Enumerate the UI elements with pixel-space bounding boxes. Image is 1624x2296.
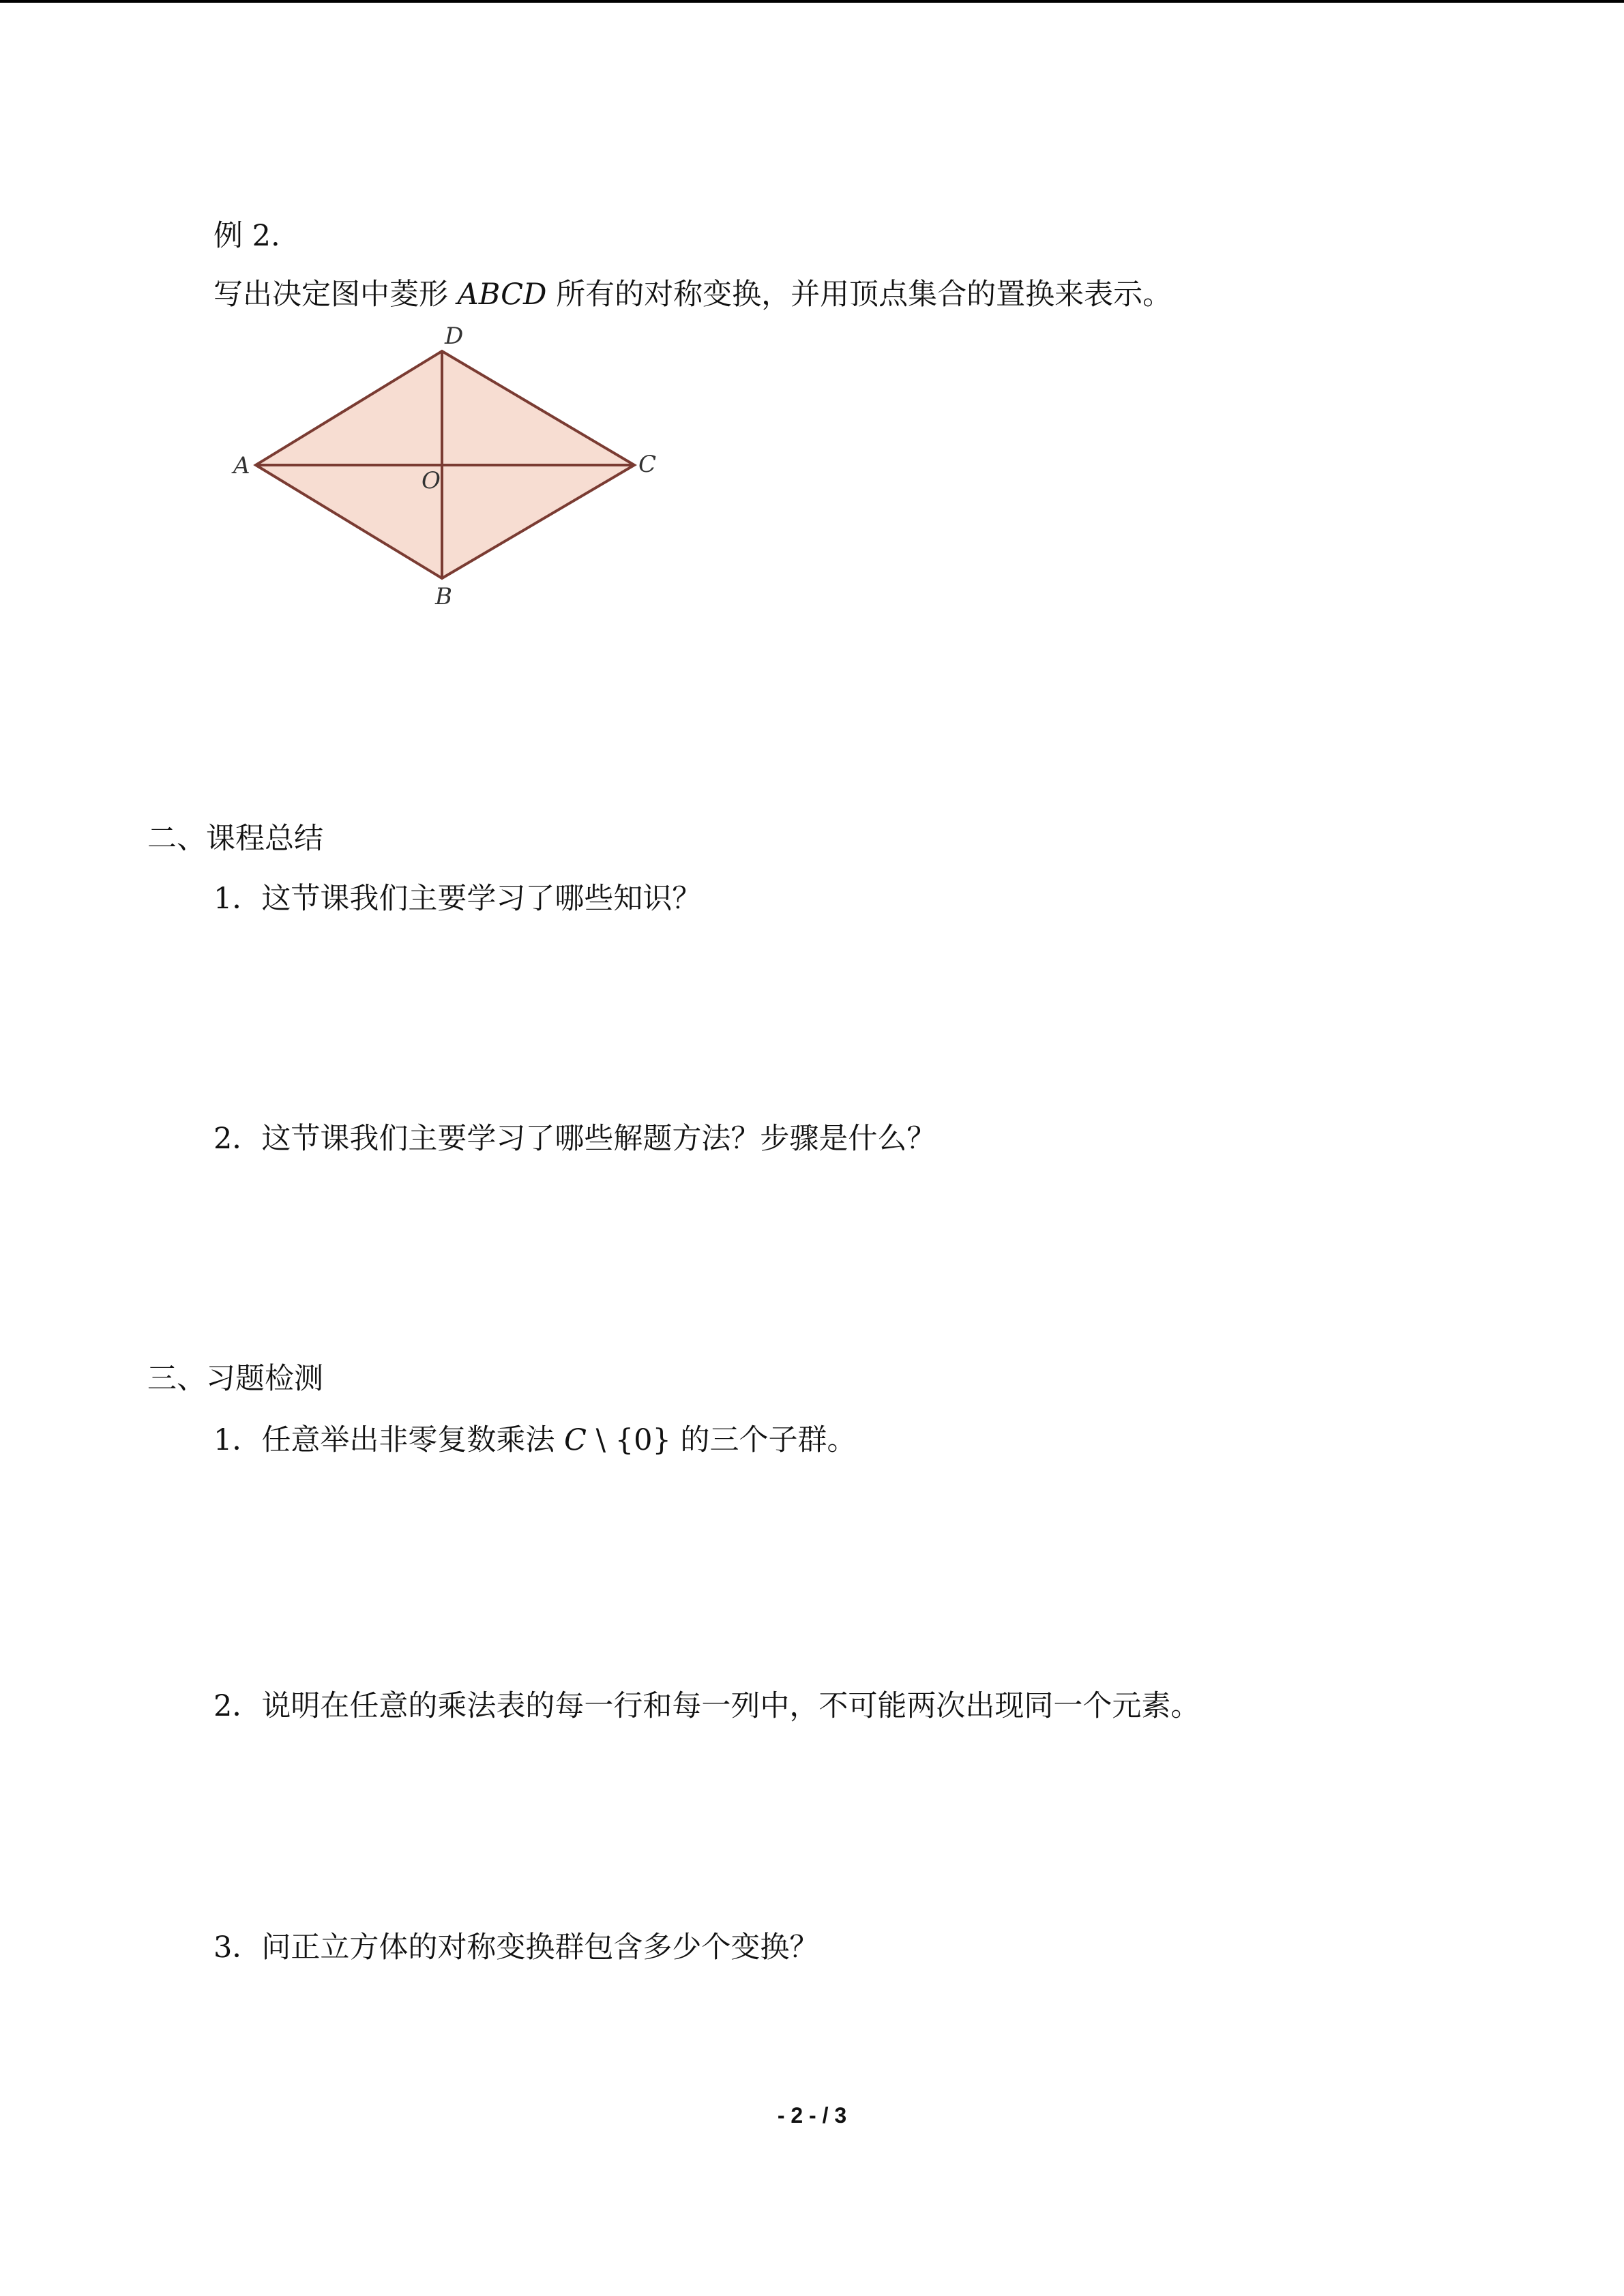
- top-border: [0, 0, 1624, 3]
- exercise-1-set: \ {0}: [586, 1423, 681, 1457]
- question-prefix: 写出决定图中菱形: [213, 278, 458, 312]
- exercise-question-3: 3．问正立方体的对称变换群包含多少个变换？: [213, 1930, 819, 1965]
- example-label: 例 2.: [213, 219, 280, 253]
- exercise-1-prefix: 1．任意举出非零复数乘法: [213, 1423, 565, 1457]
- exercise-question-1: [213, 1421, 857, 1459]
- exercise-question-2: 2．说明在任意的乘法表的每一行和每一列中，不可能两次出现同一个元素。: [213, 1689, 1200, 1723]
- rhombus-figure: [225, 320, 689, 614]
- summary-heading: 二、课程总结: [147, 822, 323, 856]
- exercise-1-suffix: 的三个子群。: [680, 1423, 857, 1457]
- example-question: [213, 275, 1172, 314]
- question-suffix: 所有的对称变换，并用顶点集合的置换来表示。: [546, 278, 1172, 312]
- center-label-o: O: [422, 467, 441, 494]
- page-number: - 2 - / 3: [777, 2103, 847, 2128]
- summary-question-1: 1．这节课我们主要学习了哪些知识？: [213, 882, 702, 916]
- rhombus-name: ABCD: [457, 278, 547, 312]
- vertex-label-c: C: [638, 451, 657, 478]
- summary-question-2: 2．这节课我们主要学习了哪些解题方法？步骤是什么？: [213, 1122, 936, 1156]
- vertex-label-b: B: [435, 583, 452, 610]
- complex-set-symbol: C: [564, 1423, 587, 1457]
- exercises-heading: 三、习题检测: [147, 1362, 323, 1396]
- vertex-label-d: D: [445, 323, 464, 350]
- vertex-label-a: A: [233, 452, 250, 479]
